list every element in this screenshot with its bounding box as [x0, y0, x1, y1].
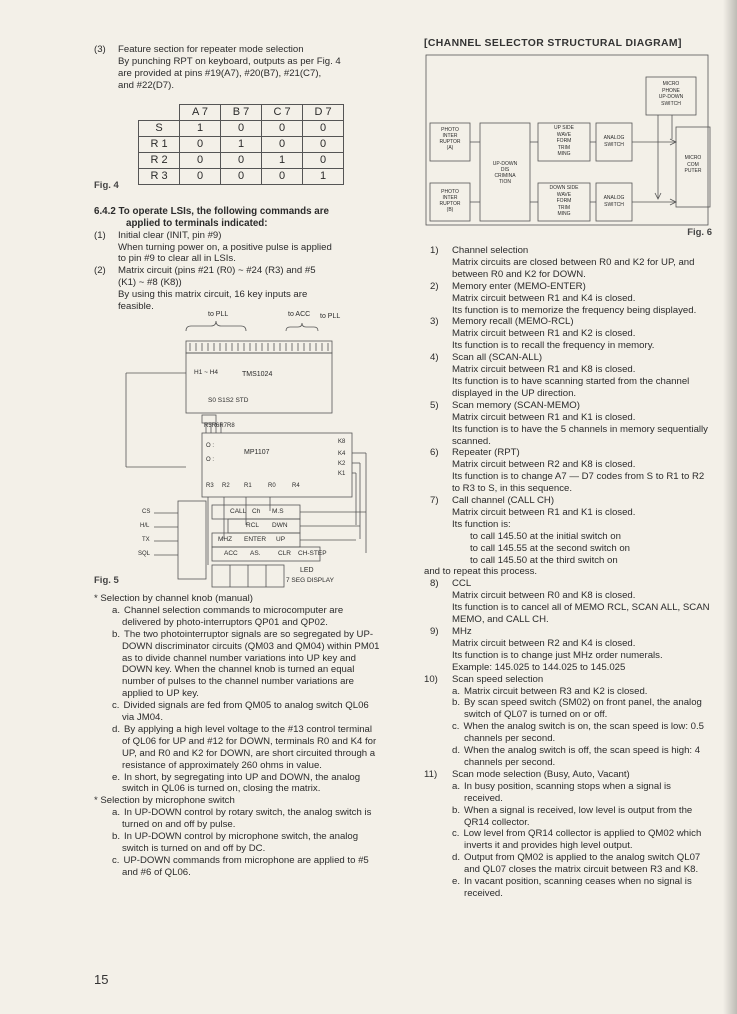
- item-line: Matrix circuits are closed between R0 and K2 for UP, and between R0 and K2 for DOWN.: [452, 256, 695, 280]
- h1-h4-label: H1 ~ H4: [194, 368, 219, 376]
- item-number: 8): [430, 578, 439, 590]
- sub-text: In UP-DOWN control by microphone switch, the analog switch is turned on and off by DC.: [122, 831, 359, 854]
- k1-label: K1: [338, 470, 346, 477]
- table-cell: 1: [303, 168, 344, 184]
- table-cell: 0: [262, 120, 303, 136]
- command-item: [424, 495, 712, 578]
- call-line: to call 145.55 at the second switch on: [470, 542, 630, 554]
- command-item: [424, 674, 712, 769]
- o-label: O :: [206, 456, 215, 463]
- section-642: [94, 206, 380, 230]
- call-line: to call 145.50 at the initial switch on: [470, 530, 621, 542]
- item-title: MHz: [452, 626, 472, 637]
- item-number: 1): [430, 245, 439, 256]
- bullet-sub-item: [94, 700, 380, 724]
- sub-letter: b.: [112, 628, 121, 640]
- box-label: WAVE: [556, 131, 572, 138]
- page-number: 15: [94, 972, 109, 987]
- item-line: Matrix circuit between R1 and K1 is closed.: [452, 506, 636, 518]
- k4-label: K4: [338, 450, 346, 457]
- sub-letter: a.: [112, 807, 121, 819]
- sub-text: When the analog switch is on, the scan speed is low: 0.5 channels per second.: [463, 721, 704, 745]
- item-line: Its function is to memorize the frequency being displayed.: [452, 304, 697, 316]
- box-label: TION: [499, 179, 511, 185]
- sub-text: UP-DOWN commands from microphone are applied to #5 and #6 of QL06.: [122, 854, 369, 878]
- sub-text: By scan speed switch (SM02) on front panel, the analog switch of QL07 is turned on or off.: [464, 697, 702, 721]
- sub-letter: c.: [112, 854, 120, 866]
- key-call: CALL: [230, 507, 247, 515]
- sub-letter: b.: [112, 831, 121, 843]
- item-title: Scan memory (SCAN-MEMO): [452, 399, 580, 411]
- feature-line: and #22(D7).: [118, 79, 174, 91]
- key-acc: ACC: [224, 549, 238, 557]
- sub-text: In vacant position, scanning ceases when no signal is received.: [464, 876, 692, 899]
- box-label: PHONE: [662, 87, 680, 94]
- table-cell: 0: [221, 152, 262, 168]
- item-title: Scan speed selection: [452, 673, 544, 685]
- box-label: WAVE: [556, 191, 572, 198]
- sub-item: [452, 828, 712, 852]
- feature-number: (3): [94, 44, 106, 55]
- command-list: [424, 245, 712, 900]
- box-label: COM: [687, 161, 699, 168]
- item-title: Call channel (CALL CH): [452, 495, 555, 507]
- command-item: [424, 400, 712, 448]
- box-label: UP SIDE: [554, 125, 574, 131]
- command-item: [424, 626, 712, 674]
- item-line: By using this matrix circuit, 16 key inputs are: [118, 289, 308, 301]
- table-header: C 7: [262, 104, 303, 120]
- item-line: Matrix circuit between R1 and K4 is closed.: [452, 292, 636, 304]
- item-line: and to repeat this process.: [424, 566, 538, 578]
- box-label: FORM: [556, 198, 572, 204]
- sub-item: [452, 852, 712, 876]
- item-line: Example: 145.025 to 144.025 to 145.025: [452, 661, 626, 673]
- sub-text: Low level from QR14 collector is applied to QM02 which inverts it and provides high level output.: [463, 828, 702, 852]
- key-mhz: MHZ: [218, 535, 233, 543]
- item-line: Its function is to change A7 — D7 codes from S to R1 to R2 to R3 to S, in this sequence.: [452, 471, 705, 495]
- box-label: INTER: [442, 133, 458, 139]
- to-pll-label: to PLL: [320, 312, 341, 320]
- mp1107-label: MP1107: [244, 448, 270, 456]
- item-title: Memory enter (MEMO-ENTER): [452, 280, 586, 292]
- sub-text: Divided signals are fed from QM05 to analog switch QL06 via JM04.: [122, 700, 369, 724]
- sub-item: [452, 745, 712, 769]
- item-number: (2): [94, 265, 106, 277]
- sub-item: [452, 721, 712, 745]
- box-label: ANALOG: [603, 135, 625, 141]
- box-label: MICRO: [662, 81, 680, 87]
- hl-label: H/L: [140, 522, 150, 529]
- item-line: Matrix circuit (pins #21 (R0) ~ #24 (R3) and #5: [118, 265, 316, 277]
- item-line: Matrix circuit between R1 and K1 is closed.: [452, 411, 636, 423]
- table-row: [139, 152, 344, 168]
- bullet-group: [94, 795, 380, 878]
- box-label: CRIMINA: [494, 173, 516, 179]
- bullet-sub-item: [94, 724, 380, 772]
- sub-text: Matrix circuit between R3 and K2 is closed.: [464, 685, 648, 697]
- to-acc-label: to ACC: [288, 310, 311, 318]
- table-cell: 0: [221, 120, 262, 136]
- command-item: [424, 281, 712, 317]
- table-cell: 0: [303, 136, 344, 152]
- item-line: Its function is to change just MHz order numerals.: [452, 649, 663, 661]
- sub-letter: c.: [452, 721, 460, 733]
- item-line: Matrix circuit between R2 and K8 is closed.: [452, 459, 636, 471]
- table-cell: 0: [180, 168, 221, 184]
- diagram-title: [CHANNEL SELECTOR STRUCTURAL DIAGRAM]: [424, 38, 682, 49]
- command-item: [424, 447, 712, 495]
- microphone-switch: [648, 81, 694, 107]
- box-label: RUPTOR: [439, 139, 461, 145]
- item-title: Scan mode selection (Busy, Auto, Vacant): [452, 768, 630, 780]
- box-label: DOWN SIDE: [549, 185, 579, 191]
- sub-item: [452, 686, 712, 698]
- list-item: [94, 265, 380, 313]
- item-line: Matrix circuit between R0 and K8 is closed.: [452, 590, 636, 602]
- fig4-label: Fig. 4: [94, 179, 119, 191]
- box-label: TRIM: [557, 144, 571, 151]
- call-line: to call 145.50 at the third switch on: [470, 554, 618, 566]
- led-label: LED: [300, 566, 314, 574]
- table-cell: 0: [180, 136, 221, 152]
- bullet-group: [94, 593, 380, 795]
- fig5-block: [94, 310, 380, 589]
- command-item: [424, 245, 712, 281]
- item-title: Channel selection: [452, 245, 529, 256]
- box-label: INTER: [442, 195, 458, 201]
- r5r8-label: R5R6R7R8: [204, 422, 235, 429]
- command-item: [424, 578, 712, 626]
- item-number: 9): [430, 626, 439, 637]
- section-heading: applied to terminals indicated:: [126, 217, 268, 229]
- table-row: [139, 136, 344, 152]
- sub-letter: a.: [112, 604, 121, 616]
- bullet-title: * Selection by channel knob (manual): [94, 592, 253, 604]
- key-clr: CLR: [278, 549, 292, 557]
- box-label: ANALOG: [603, 195, 625, 201]
- table-row: [139, 120, 344, 136]
- key-rcl: RCL: [246, 521, 260, 529]
- table-header: A 7: [180, 104, 221, 120]
- r0-label: R0: [268, 482, 276, 489]
- table-cell: 0: [303, 120, 344, 136]
- s0s1-label: S0 S1S2 STD: [208, 396, 249, 404]
- item-line: When turning power on, a positive pulse is applied: [118, 241, 332, 253]
- feature-line: By punching RPT on keyboard, outputs as per Fig. 4: [118, 55, 341, 67]
- item-title: Repeater (RPT): [452, 447, 520, 459]
- box-label: MING: [557, 151, 571, 157]
- item-number: 3): [430, 316, 439, 328]
- table-header: D 7: [303, 104, 344, 120]
- key-ch: Ch: [252, 507, 261, 515]
- box-label: (B): [446, 207, 454, 213]
- k2-label: K2: [338, 460, 346, 467]
- feature-line: Feature section for repeater mode selection: [118, 44, 304, 55]
- key-enter: ENTER: [244, 535, 267, 543]
- table-cell: 0: [262, 136, 303, 152]
- item-number: 2): [430, 280, 439, 292]
- box-label: PUTER: [684, 168, 702, 174]
- command-item: [424, 352, 712, 400]
- box-label: MICRO: [684, 155, 702, 161]
- sub-letter: d.: [452, 852, 461, 864]
- sub-letter: e.: [452, 876, 461, 888]
- box-label: MING: [557, 211, 571, 217]
- table-cell: 1: [262, 152, 303, 168]
- table-header: B 7: [221, 104, 262, 120]
- box-label: SWITCH: [661, 100, 681, 107]
- sub-letter: b.: [452, 697, 461, 709]
- cs-label: CS: [142, 508, 151, 515]
- table-cell: 0: [180, 152, 221, 168]
- table-cell: 1: [180, 120, 221, 136]
- item-number: 6): [430, 447, 439, 459]
- bullet-sub-item: [94, 855, 380, 879]
- sub-item: [452, 697, 712, 721]
- seg-display-label: 7 SEG DISPLAY: [286, 576, 334, 584]
- bullet-sub-item: [94, 605, 380, 629]
- box-label: (A): [446, 145, 454, 151]
- sub-text: In short, by segregating into UP and DOWN, the analog switch in QL06 is turned on, closing the matrix.: [122, 771, 361, 795]
- item-line: feasible.: [118, 301, 154, 313]
- sub-letter: b.: [452, 804, 461, 816]
- list-item: [94, 230, 380, 266]
- r2-label: R2: [222, 482, 230, 489]
- item-line: Matrix circuit between R2 and K4 is closed.: [452, 637, 636, 649]
- item-number: 7): [430, 495, 439, 507]
- box-label: DIS: [500, 167, 510, 173]
- bullet-sub-item: [94, 831, 380, 855]
- sub-text: When a signal is received, low level is output from the QR14 collector.: [464, 804, 693, 828]
- table-cell: 1: [221, 136, 262, 152]
- item-number: 4): [430, 352, 439, 364]
- sub-text: The two photointerruptor signals are so segregated by UP-DOWN discriminator circuits (QM03 and QM04) within PM01 as to divide channel number variations into UP key and DOWN key. When the channel knob is turned an equal number of pulses to the channel number variations are applied to UP key.: [122, 628, 380, 700]
- sub-letter: e.: [112, 771, 121, 783]
- analog-switch-2: [598, 195, 630, 208]
- to-pll-label: to PLL: [208, 310, 229, 318]
- table-row: [139, 168, 344, 184]
- bullet-sub-item: [94, 629, 380, 700]
- box-label: TRIM: [557, 204, 571, 211]
- bullet-sub-item: [94, 807, 380, 831]
- table-cell: 0: [303, 152, 344, 168]
- item-number: (1): [94, 229, 106, 241]
- fig4-block: [94, 104, 380, 192]
- updown-discrimination: [482, 161, 528, 185]
- item-line: Its function is to recall the frequency in memory.: [452, 340, 655, 352]
- key-dwn: DWN: [272, 521, 288, 529]
- photo-interruptor-b: [432, 189, 468, 213]
- feature-line: are provided at pins #19(A7), #20(B7), #21(C7),: [118, 67, 322, 79]
- command-item: [424, 769, 712, 900]
- table-header-row: [139, 104, 344, 120]
- key-ch-step: CH-STEP: [298, 549, 327, 557]
- tx-label: TX: [142, 536, 150, 543]
- sub-letter: c.: [452, 828, 460, 840]
- sub-text: Output from QM02 is applied to the analog switch QL07 and QL07 closes the matrix circuit between R3 and K8.: [464, 852, 701, 876]
- table-cell: S: [139, 120, 180, 136]
- item-line: Matrix circuit between R1 and K8 is closed.: [452, 364, 636, 376]
- sub-item: [452, 781, 712, 805]
- item-line: to pin #9 to clear all in LSIs.: [118, 253, 236, 265]
- table-cell: R 1: [139, 136, 180, 152]
- box-label: FORM: [556, 138, 572, 144]
- bullet-sub-item: [94, 772, 380, 796]
- sub-letter: d.: [112, 723, 121, 735]
- right-column: [424, 38, 712, 900]
- selection-bullets: [94, 593, 380, 879]
- sub-text: Channel selection commands to microcomputer are delivered by photo-interruptors QP01 and QP02.: [122, 604, 344, 628]
- table-cell: [139, 104, 180, 120]
- item-number: 11): [424, 768, 438, 780]
- sub-item: [452, 805, 712, 829]
- bullet-title: * Selection by microphone switch: [94, 795, 235, 807]
- box-label: RUPTOR: [439, 201, 461, 207]
- photo-interruptor-a: [432, 127, 468, 151]
- downside-waveform: [540, 185, 588, 218]
- table-cell: R 2: [139, 152, 180, 168]
- section-heading: 6.4.2 To operate LSIs, the following commands are: [94, 205, 329, 217]
- item-title: CCL: [452, 578, 472, 590]
- command-item: [424, 316, 712, 352]
- item-title: Memory recall (MEMO-RCL): [452, 316, 574, 328]
- sql-label: SQL: [138, 550, 151, 557]
- r3-label: R3: [206, 482, 214, 489]
- item-number: 5): [430, 399, 439, 411]
- feature-section: [94, 44, 380, 92]
- item-number: 10): [424, 673, 438, 685]
- sub-text: By applying a high level voltage to the #13 control terminal of QL06 for UP and #12 for DOWN, terminals R0 and K4 for UP, and R0 and K2 for DOWN, are short circuited through a resistance of approximately 260 ohms in value.: [122, 723, 377, 771]
- sub-text: When the analog switch is off, the scan speed is high: 4 channels per second.: [464, 745, 701, 768]
- key-as: AS.: [250, 549, 261, 557]
- fig5-label: Fig. 5: [94, 574, 119, 586]
- upside-waveform: [540, 125, 588, 158]
- left-column: [94, 44, 380, 879]
- sub-letter: d.: [452, 745, 461, 757]
- sub-letter: a.: [452, 685, 461, 697]
- sub-letter: a.: [452, 780, 461, 792]
- tms-label: TMS1024: [242, 370, 273, 378]
- page-edge-shadow: [723, 0, 737, 1014]
- item-title: Scan all (SCAN-ALL): [452, 352, 543, 364]
- item-line: Its function is to cancel all of MEMO RCL, SCAN ALL, SCAN MEMO, and CALL CH.: [452, 602, 710, 626]
- key-ms: M.S: [272, 507, 284, 515]
- key-up: UP: [276, 535, 286, 543]
- fig6-label: Fig. 6: [687, 227, 712, 238]
- box-label: SWITCH: [604, 201, 624, 208]
- item-line: Initial clear (INIT, pin #9): [118, 229, 222, 241]
- item-line: Its function is to have scanning started from the channel displayed in the UP direction.: [452, 375, 690, 399]
- box-label: UP-DOWN: [658, 94, 684, 100]
- box-label: PHOTO: [441, 189, 459, 195]
- microcomputer: [678, 155, 708, 175]
- sub-letter: c.: [112, 700, 120, 712]
- table-cell: 0: [262, 168, 303, 184]
- table-cell: R 3: [139, 168, 180, 184]
- box-label: SWITCH: [604, 141, 624, 148]
- analog-switch-1: [598, 135, 630, 148]
- o-label: O :: [206, 442, 215, 449]
- sub-item: [452, 876, 712, 900]
- fig6-block: [424, 51, 712, 239]
- box-label: PHOTO: [441, 127, 459, 133]
- item-line: Its function is to have the 5 channels in memory sequentially scanned.: [452, 423, 708, 447]
- sub-text: In busy position, scanning stops when a signal is received.: [464, 780, 671, 804]
- item-line: Its function is:: [452, 518, 511, 530]
- fig4-table: [138, 104, 344, 185]
- item-line: (K1) ~ #8 (K8)): [118, 277, 182, 289]
- table-cell: 0: [221, 168, 262, 184]
- r4-label: R4: [292, 482, 300, 489]
- item-line: Matrix circuit between R1 and K2 is closed.: [452, 328, 636, 340]
- box-label: UP-DOWN: [492, 161, 518, 167]
- sub-text: In UP-DOWN control by rotary switch, the analog switch is turned on and off by pulse.: [122, 807, 372, 831]
- r1-label: R1: [244, 482, 252, 489]
- k8-label: K8: [338, 438, 346, 445]
